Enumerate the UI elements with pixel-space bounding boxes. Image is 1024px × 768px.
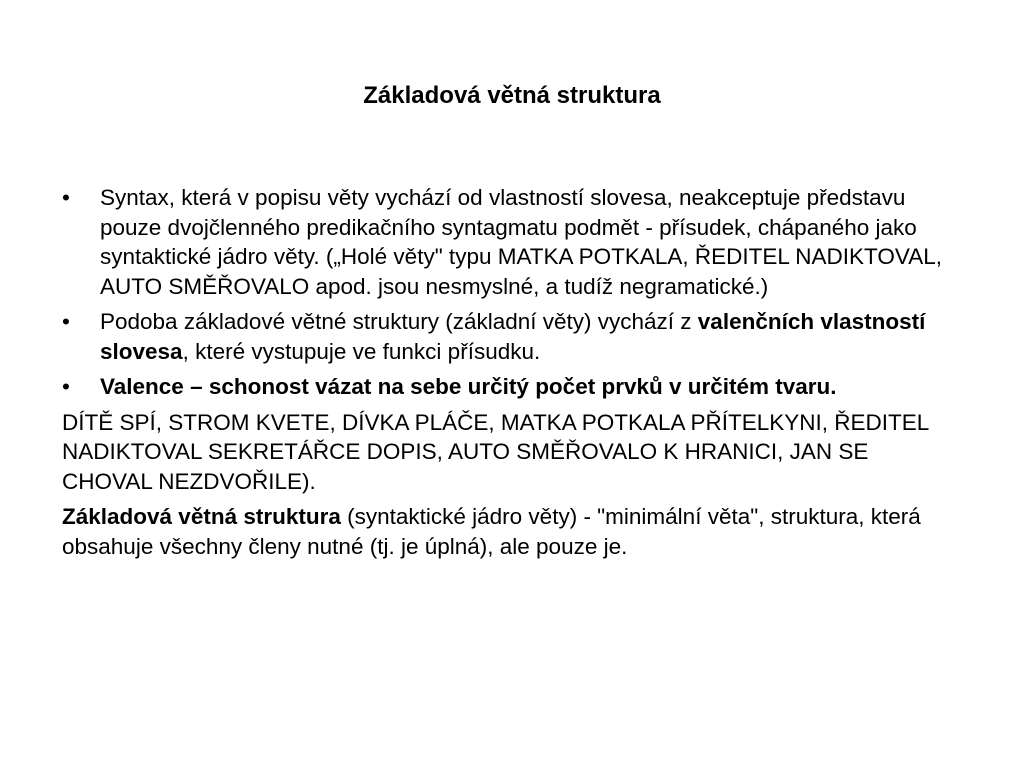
bullet-icon: • — [62, 185, 70, 210]
bullet-text-emphasis: Valence – schonost vázat na sebe určitý počet prvků v určitém tvaru. — [100, 374, 837, 399]
bullet-item-valence — [62, 372, 962, 402]
bullet-text-start: Podoba základové větné struktury (základní věty) vychází z — [100, 309, 698, 334]
bullet-icon: • — [62, 374, 70, 399]
bullet-item-structure — [62, 307, 962, 366]
slide-content — [62, 183, 962, 567]
slide-title: Základová větná struktura — [363, 82, 661, 109]
examples-paragraph: DÍTĚ SPÍ, STROM KVETE, DÍVKA PLÁČE, MATKA POTKALA PŘÍTELKYNI, ŘEDITEL NADIKTOVAL SEKRETÁŘCE DOPIS, AUTO SMĚŘOVALO K HRANICI, JAN SE CHOVAL NEZDVOŘILE). — [62, 409, 929, 494]
bullet-text-end: , které vystupuje ve funkci přísudku. — [182, 338, 541, 364]
bullet-item-syntax — [62, 183, 962, 301]
bullet-text: Syntax, která v popisu věty vychází od vlastností slovesa, neakceptuje představu pouze dvojčlenného predikačního syntagmatu podmět - přísudek, chápaného jako syntaktické jádro věty. („Holé věty" typu MATKA POTKALA, ŘEDITEL NADIKTOVAL, AUTO SMĚŘOVALO apod. jsou nesmyslné, a tudíž negramatické.) — [100, 185, 943, 299]
bullet-icon: • — [62, 309, 70, 334]
definition-text: (syntaktické jádro věty) - "minimální věta", struktura, která obsahuje všechny členy nutné (tj. je úplná), ale pouze je. — [62, 504, 921, 559]
definition-term: Základová větná struktura — [62, 504, 341, 529]
bullet-text-emphasis: valenčních vlastností slovesa — [100, 309, 926, 364]
definition-paragraph — [62, 502, 962, 561]
